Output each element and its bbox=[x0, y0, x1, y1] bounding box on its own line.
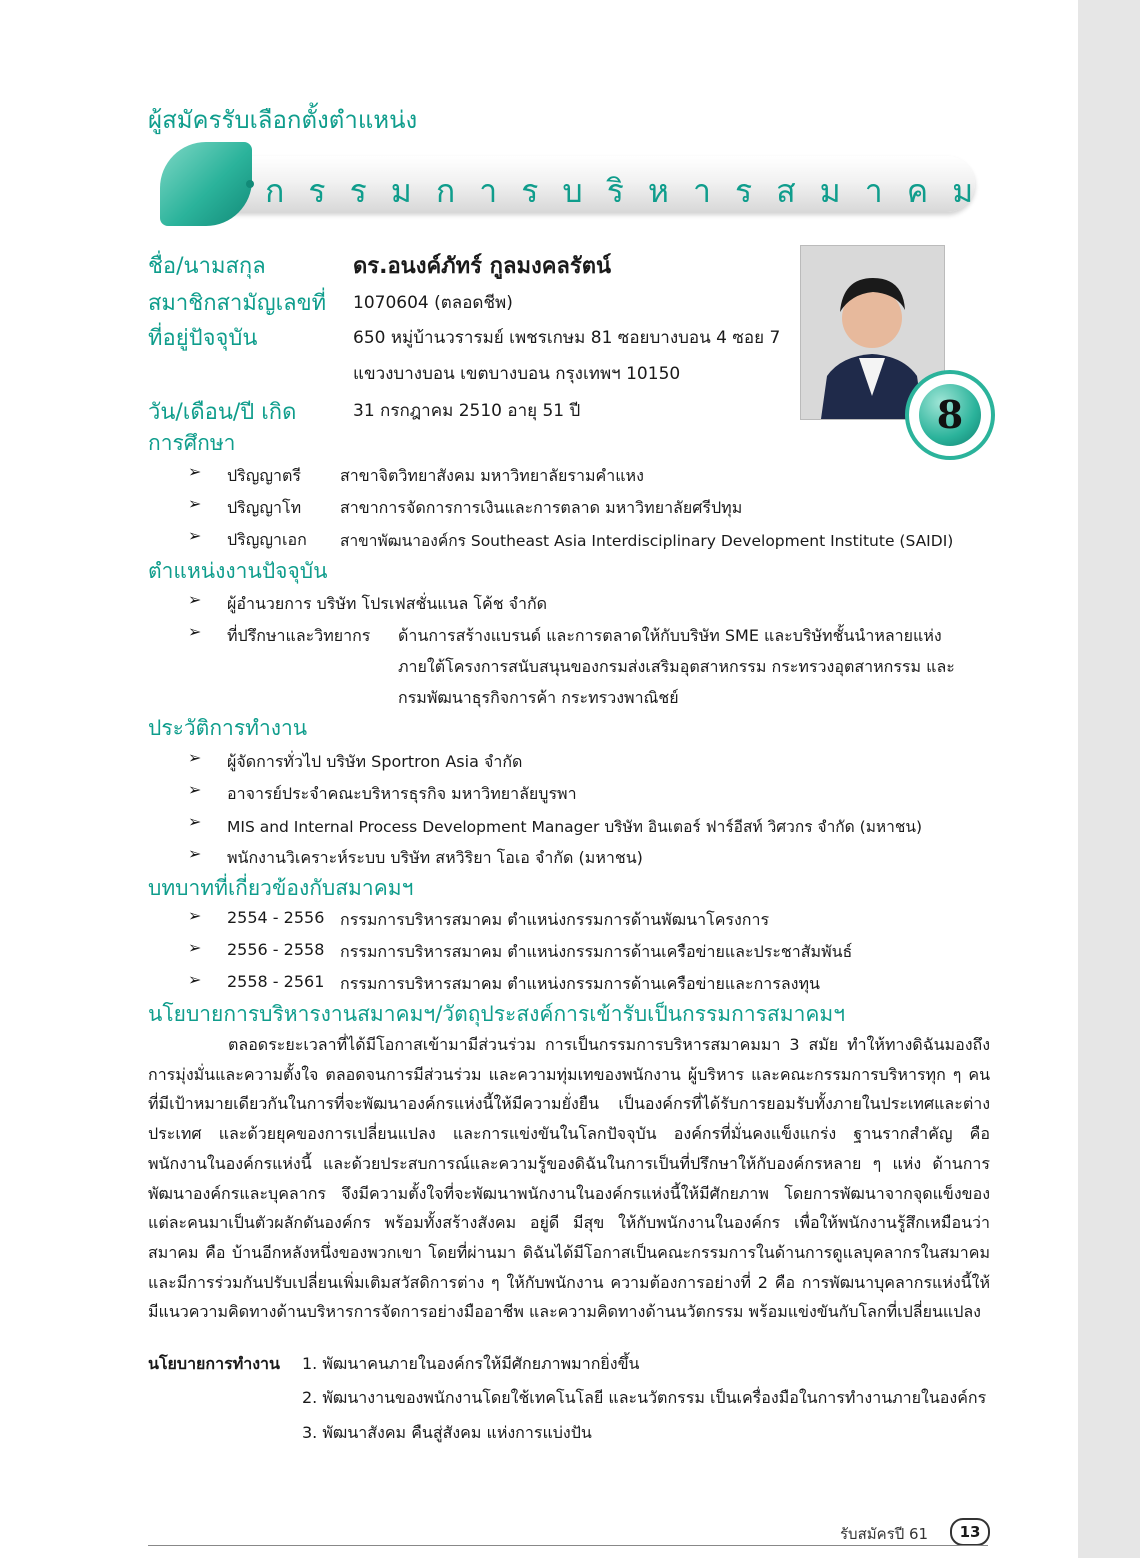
work-history-item: ผู้จัดการทั่วไป บริษัท Sportron Asia จำกัด bbox=[227, 752, 523, 771]
leaf-icon bbox=[160, 142, 252, 226]
education-detail: สาขาจิตวิทยาสังคม มหาวิทยาลัยรามคำแหง bbox=[340, 466, 644, 485]
section-kicker: ผู้สมัครรับเลือกตั้งตำแหน่ง bbox=[148, 106, 418, 134]
role-detail: กรรมการบริหารสมาคม ตำแหน่งกรรมการด้านพัฒนาโครงการ bbox=[340, 910, 770, 929]
arrow-icon: ➢ bbox=[188, 970, 202, 989]
banner-title: กรรมการบริหารสมาคม bbox=[265, 172, 998, 210]
education-detail: สาขาการจัดการการเงินและการตลาด มหาวิทยาลัยศรีปทุม bbox=[340, 498, 743, 517]
role-detail: กรรมการบริหารสมาคม ตำแหน่งกรรมการด้านเครือข่ายและประชาสัมพันธ์ bbox=[340, 942, 853, 961]
work-policy-item: 1. พัฒนาคนภายในองค์กรให้มีศักยภาพมากยิ่งขึ้น bbox=[302, 1354, 640, 1373]
role-years: 2558 - 2561 bbox=[227, 972, 325, 991]
position-item-line: กรมพัฒนาธุรกิจการค้า กระทรวงพาณิชย์ bbox=[398, 688, 679, 707]
page-number: 13 bbox=[950, 1518, 990, 1546]
position-item-line: ภายใต้โครงการสนับสนุนของกรมส่งเสริมอุตสาหกรรม กระทรวงอุตสาหกรรม และ bbox=[398, 657, 955, 676]
dob-value: 31 กรกฎาคม 2510 อายุ 51 ปี bbox=[353, 401, 581, 421]
work-history-title: ประวัติการทำงาน bbox=[148, 716, 308, 740]
policy-paragraph: ตลอดระยะเวลาที่ได้มีโอกาสเข้ามามีส่วนร่วม การเป็นกรรมการบริหารสมาคมมา 3 สมัย ทำให้ทางดิฉันมองถึงการมุ่งมั่นและความตั้งใจ ตลอดจนการมีส่วนร่วม และความทุ่มเทของพนักงาน ผู้บริหาร และคณะกรรมการบริหารทุก ๆ คน ที่มีเป้าหมายเดียวกันในการที่จะพัฒนาองค์กรแห่งนี้ให้มีความยั่งยืน เป็นองค์กรที่ได้รับการยอมรับทั้งภายในประเทศและต่างประเทศ และด้วยยุคของการเปลี่ยนแปลง และการแข่งขันในโลกปัจจุบัน องค์กรที่มั่นคงแข็งแกร่ง ฐานรากสำคัญ คือ พนักงานในองค์กรแห่งนี้ และด้วยประสบการณ์และความรู้ของดิฉันในการเป็นที่ปรึกษาให้กับองค์กรหลาย ๆ แห่ง ด้านการพัฒนาองค์กรและบุคลากร จึงมีความตั้งใจที่จะพัฒนาพนักงานในองค์กรแห่งนี้ให้มีศักยภาพ โดยการพัฒนาจากจุดแข็งของแต่ละคนมาเป็นตัวผลักดันองค์กร พร้อมทั้งสร้างสังคม อยู่ดี มีสุข ให้กับพนักงานในองค์กร เพื่อให้พนักงานรู้สึกเหมือนว่าสมาคม คือ บ้านอีกหลังหนึ่งของพวกเขา โดยที่ผ่านมา ดิฉันได้มีโอกาสเป็นคณะกรรมการในด้านการดูแลบุคลากรในสมาคม และมีการร่วมกันปรับเปลี่ยนเพิ่มเติมสวัสดิการต่าง ๆ ให้กับพนักงาน ความต้องการอย่างที่ 2 คือ การพัฒนาบุคลากรแห่งนี้ให้มีแนวความคิดทางด้านบริหารการจัดการอย่างมืออาชีพ และความคิดทางด้านนวัตกรรม พร้อมแข่งขันกับโลกที่เปลี่ยนแปลง bbox=[148, 1035, 990, 1322]
badge-number: 8 bbox=[936, 392, 964, 437]
arrow-icon: ➢ bbox=[188, 906, 202, 925]
address-label: ที่อยู่ปัจจุบัน bbox=[148, 326, 258, 351]
page-margin-strip bbox=[1078, 0, 1140, 1558]
work-history-item: อาจารย์ประจำคณะบริหารธุรกิจ มหาวิทยาลัยบูรพา bbox=[227, 784, 577, 803]
work-history-item: พนักงานวิเคราะห์ระบบ บริษัท สหวิริยา โอเอ จำกัด (มหาชน) bbox=[227, 848, 643, 867]
footer-label: รับสมัครปี 61 bbox=[840, 1525, 929, 1543]
candidate-number-badge bbox=[905, 370, 995, 460]
role-years: 2556 - 2558 bbox=[227, 940, 325, 959]
arrow-icon: ➢ bbox=[188, 590, 202, 609]
work-policy-item: 2. พัฒนางานของพนักงานโดยใช้เทคโนโลยี และนวัตกรรม เป็นเครื่องมือในการทำงานภายในองค์กร bbox=[302, 1388, 987, 1407]
role-detail: กรรมการบริหารสมาคม ตำแหน่งกรรมการด้านเครือข่ายและการลงทุน bbox=[340, 974, 820, 993]
arrow-icon: ➢ bbox=[188, 622, 202, 641]
position-item-label: ที่ปรึกษาและวิทยากร bbox=[227, 626, 371, 645]
address-line-2: แขวงบางบอน เขตบางบอน กรุงเทพฯ 10150 bbox=[353, 364, 681, 384]
work-policy-label: นโยบายการทำงาน bbox=[148, 1354, 280, 1373]
arrow-icon: ➢ bbox=[188, 812, 202, 831]
name-label: ชื่อ/นามสกุล bbox=[148, 254, 266, 279]
dot-icon bbox=[246, 180, 254, 188]
work-policy-item: 3. พัฒนาสังคม คืนสู่สังคม แห่งการแบ่งปัน bbox=[302, 1423, 592, 1442]
arrow-icon: ➢ bbox=[188, 938, 202, 957]
arrow-icon: ➢ bbox=[188, 526, 202, 545]
arrow-icon: ➢ bbox=[188, 748, 202, 767]
education-title: การศึกษา bbox=[148, 431, 236, 455]
education-level: ปริญญาโท bbox=[227, 498, 302, 517]
association-roles-title: บทบาทที่เกี่ยวข้องกับสมาคมฯ bbox=[148, 876, 414, 900]
education-level: ปริญญาเอก bbox=[227, 530, 307, 549]
footer-rule bbox=[148, 1545, 988, 1546]
arrow-icon: ➢ bbox=[188, 780, 202, 799]
education-level: ปริญญาตรี bbox=[227, 466, 301, 485]
current-position-title: ตำแหน่งงานปัจจุบัน bbox=[148, 559, 328, 583]
role-years: 2554 - 2556 bbox=[227, 908, 325, 927]
arrow-icon: ➢ bbox=[188, 494, 202, 513]
address-line-1: 650 หมู่บ้านวรารมย์ เพชรเกษม 81 ซอยบางบอน 4 ซอย 7 bbox=[353, 328, 781, 348]
work-history-item: MIS and Internal Process Development Manager บริษัท อินเตอร์ ฟาร์อีสท์ วิศวกร จำกัด (มหาชน) bbox=[227, 818, 922, 836]
member-label: สมาชิกสามัญเลขที่ bbox=[148, 291, 327, 316]
education-detail: สาขาพัฒนาองค์กร Southeast Asia Interdisciplinary Development Institute (SAIDI) bbox=[340, 532, 954, 550]
arrow-icon: ➢ bbox=[188, 462, 202, 481]
dob-label: วัน/เดือน/ปี เกิด bbox=[148, 400, 297, 425]
arrow-icon: ➢ bbox=[188, 844, 202, 863]
position-item-line: ด้านการสร้างแบรนด์ และการตลาดให้กับบริษัท SME และบริษัทชั้นนำหลายแห่ง bbox=[398, 626, 942, 645]
position-item: ผู้อำนวยการ บริษัท โปรเฟสชั่นแนล โค้ช จำกัด bbox=[227, 594, 548, 613]
title-banner bbox=[160, 142, 998, 226]
member-number: 1070604 (ตลอดชีพ) bbox=[353, 293, 513, 313]
candidate-name: ดร.อนงค์ภัทร์ กูลมงคลรัตน์ bbox=[353, 254, 612, 279]
policy-title: นโยบายการบริหารงานสมาคมฯ/วัตถุประสงค์การเข้ารับเป็นกรรมการสมาคมฯ bbox=[148, 1002, 846, 1026]
